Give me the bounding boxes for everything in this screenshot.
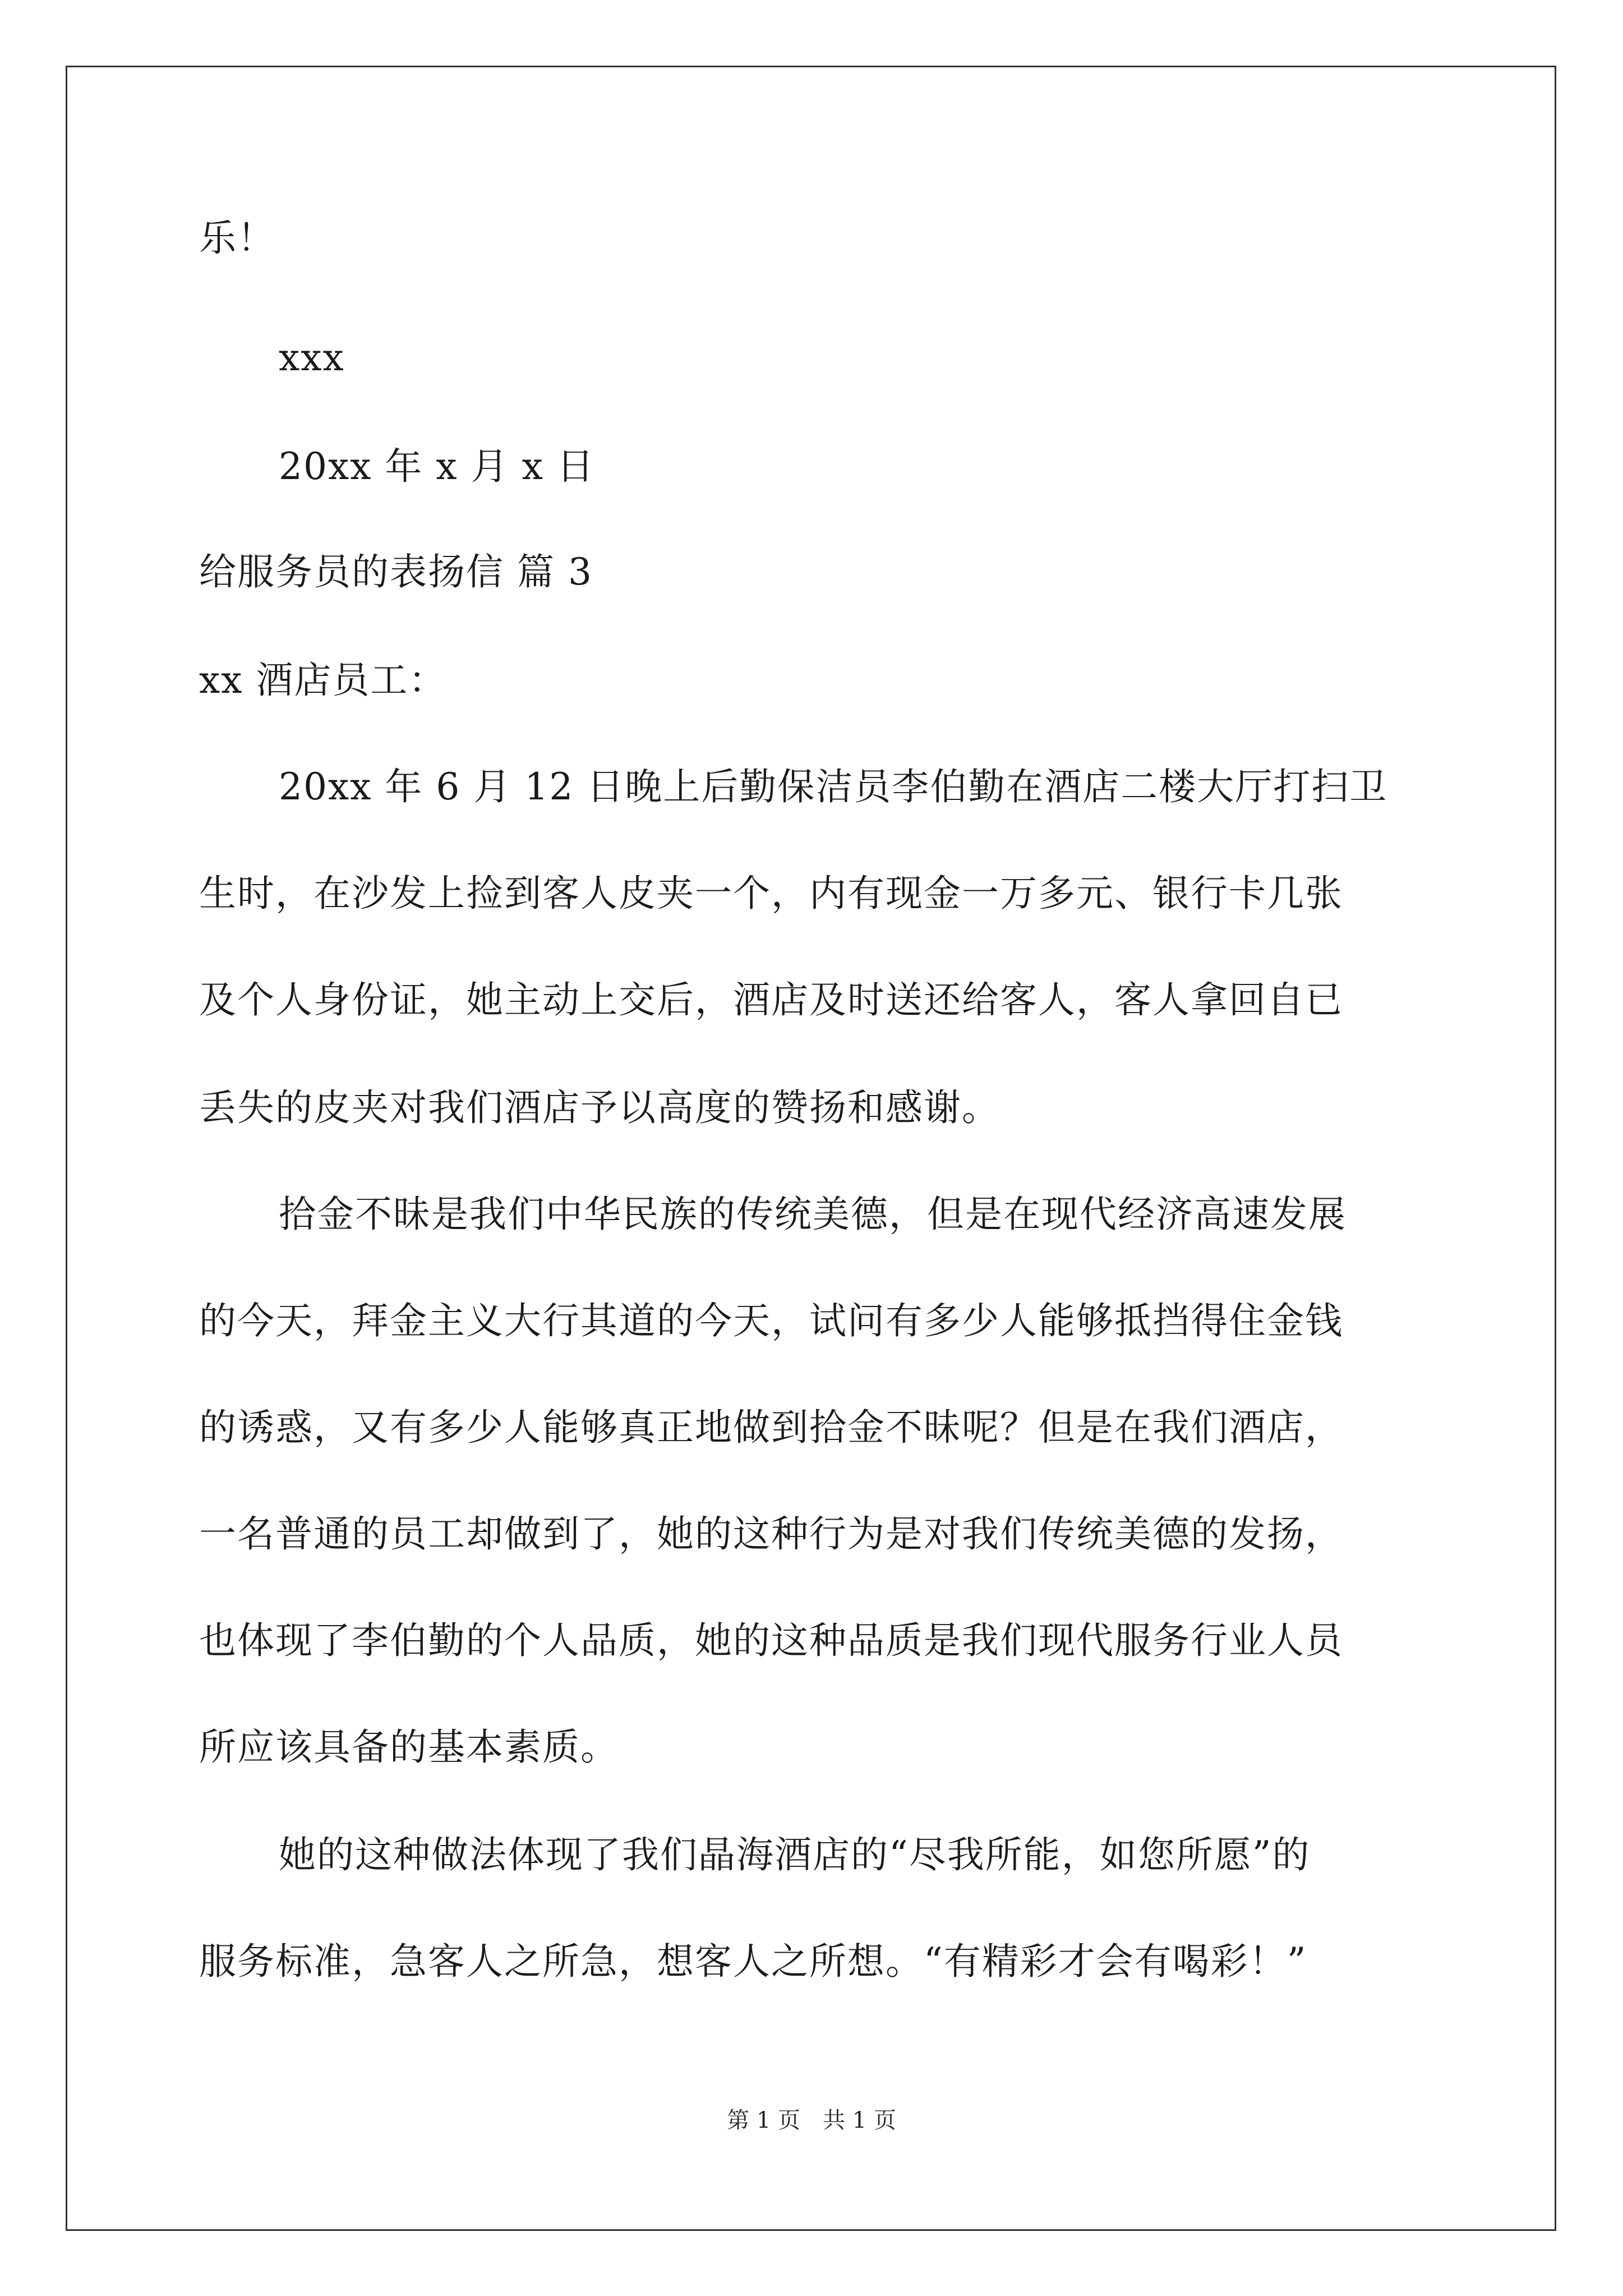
paragraph-line: 20xx 年 6 月 12 日晚上后勤保洁员李伯勤在酒店二楼大厅打扫卫 — [279, 765, 1388, 808]
paragraph-line: 服务标准，急客人之所急，想客人之所想。“有精彩才会有喝彩！” — [199, 1940, 1307, 1983]
paragraph-line: 的诱惑，又有多少人能够真正地做到拾金不昧呢？但是在我们酒店， — [199, 1406, 1343, 1449]
paragraph-line: 所应该具备的基本素质。 — [199, 1726, 619, 1769]
signature-name: xxx — [279, 336, 345, 379]
signature-date: 20xx 年 x 月 x 日 — [279, 445, 595, 488]
text-line: 乐！ — [199, 217, 275, 260]
paragraph-line: 也体现了李伯勤的个人品质，她的这种品质是我们现代服务行业人员 — [199, 1619, 1343, 1662]
paragraph-line: 她的这种做法体现了我们晶海酒店的“尽我所能，如您所愿”的 — [279, 1833, 1311, 1876]
paragraph-line: 拾金不昧是我们中华民族的传统美德，但是在现代经济高速发展 — [279, 1193, 1347, 1236]
paragraph-line: 及个人身份证，她主动上交后，酒店及时送还给客人，客人拿回自已 — [199, 978, 1343, 1022]
section-title: 给服务员的表扬信 篇 3 — [199, 550, 593, 593]
salutation: xx 酒店员工： — [199, 659, 447, 702]
paragraph-line: 的今天，拜金主义大行其道的今天，试问有多少人能够抵挡得住金钱 — [199, 1299, 1343, 1342]
paragraph-line: 丢失的皮夹对我们酒店予以高度的赞扬和感谢。 — [199, 1086, 1000, 1129]
paragraph-line: 生时，在沙发上捡到客人皮夹一个，内有现金一万多元、银行卡几张 — [199, 872, 1343, 915]
paragraph-line: 一名普通的员工却做到了，她的这种行为是对我们传统美德的发扬， — [199, 1512, 1343, 1556]
page-border — [66, 66, 1556, 2231]
page-number-footer: 第 1 页 共 1 页 — [727, 2108, 896, 2133]
